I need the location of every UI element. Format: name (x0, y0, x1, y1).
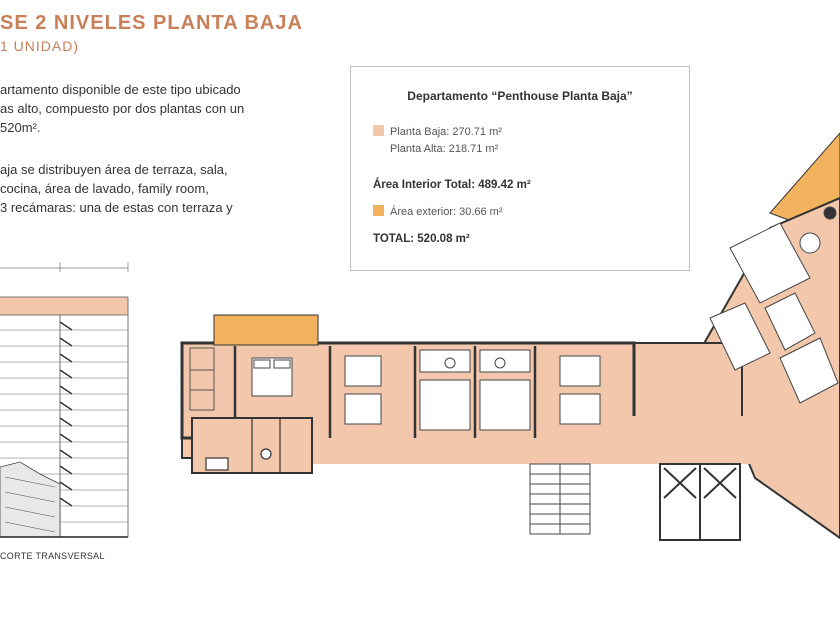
section-caption: CORTE TRANSVERSAL (0, 551, 105, 561)
page-title: SE 2 NIVELES PLANTA BAJA (0, 12, 303, 34)
desc-line: aja se distribuyen área de terraza, sala, (0, 162, 228, 177)
desc-line: as alto, compuesto por dos plantas con un (0, 101, 245, 116)
cross-section-drawing (0, 262, 140, 547)
page-subtitle: 1 UNIDAD) (0, 38, 80, 54)
planta-baja-label: Planta Baja: 270.71 m² (390, 126, 502, 138)
planta-alta-label: Planta Alta: 218.71 m² (390, 143, 499, 155)
area-interior-total: Área Interior Total: 489.42 m² (373, 179, 531, 191)
area-exterior-label: Área exterior: 30.66 m² (390, 206, 503, 218)
desc-line: 3 recámaras: una de estas con terraza y (0, 200, 233, 215)
stairs (530, 464, 590, 534)
elevators (660, 464, 740, 540)
desc-line: cocina, área de lavado, family room, (0, 181, 209, 196)
desc-line: 520m². (0, 120, 41, 135)
total-area: TOTAL: 520.08 m² (373, 233, 470, 245)
desc-line: artamento disponible de este tipo ubicado (0, 82, 241, 97)
area-summary-title: Departamento “Penthouse Planta Baja” (407, 89, 633, 103)
floor-plan (170, 118, 840, 558)
bedroom-terrace (214, 315, 318, 345)
